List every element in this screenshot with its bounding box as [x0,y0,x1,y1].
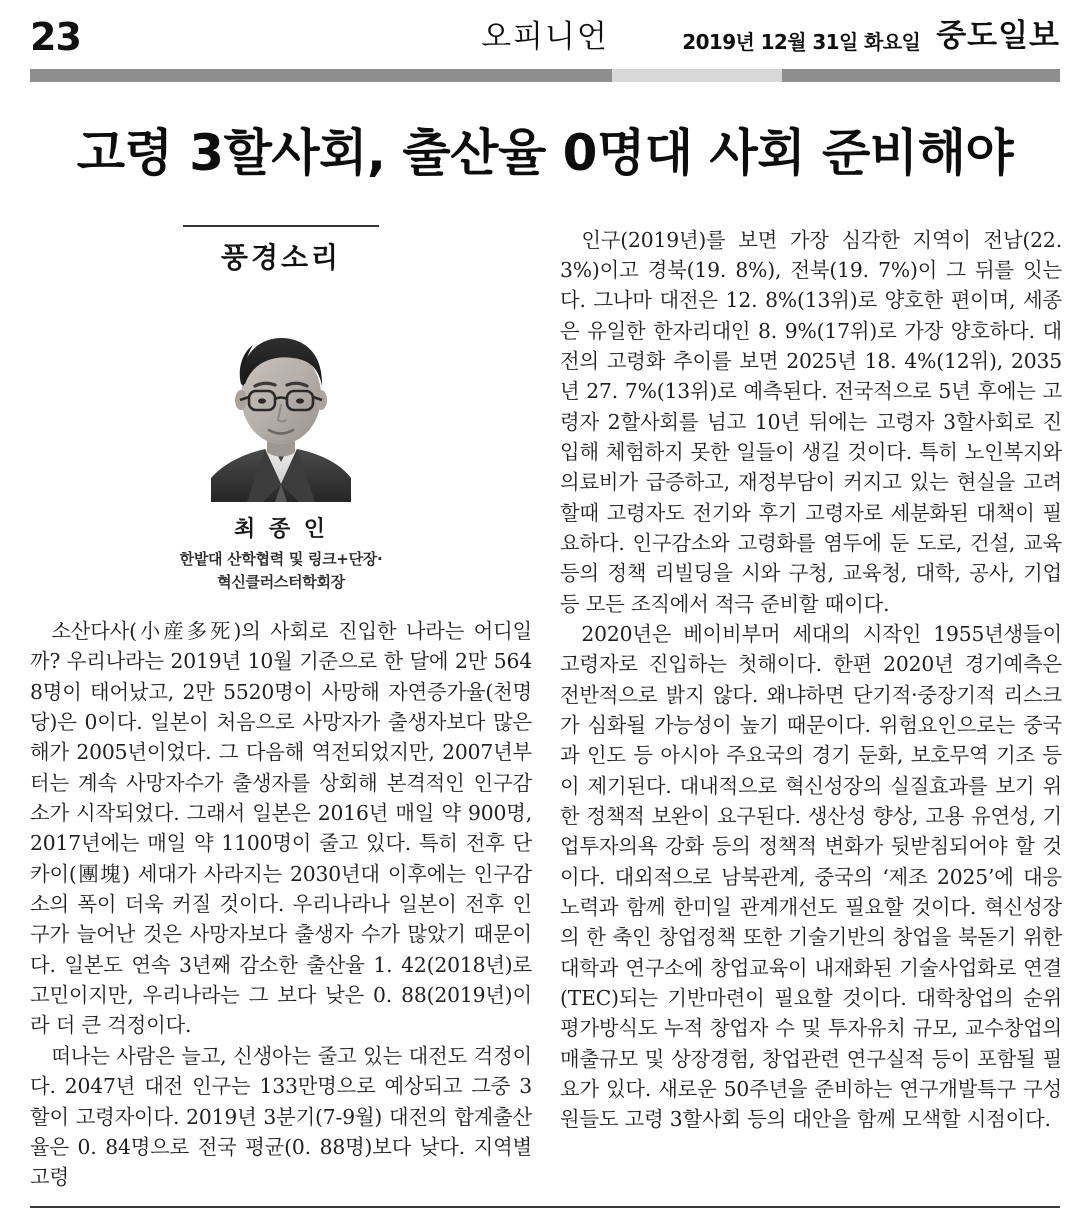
column-brand-name: 풍경소리 [220,240,342,274]
section-title: 오피니언 [481,19,609,55]
brand-divider [183,225,379,227]
masthead [30,0,1060,58]
paragraph: 인구(2019년)를 보면 가장 심각한 지역이 전남(22. 3%)이고 경북(19. 8%), 전북(19. 7%)이 그 뒤를 잇는다. 그나마 대전은 12. 8%(13위)로 양호한 편이며, 세종은 유일한 한자리대인 8. 9%(17위)로 가장 양호하다. 대전의 고령화 추이를 보면 2025년 18. 4%(12위), 2035년 27. 7%(13위)로 예측된다. 전국적으로 5년 후에는 고령자 2할사회를 넘고 10년 뒤에는 고령자 3할사회로 진입해 체험하지 못한 일들이 생길 것이다. 특히 노인복지와 의료비가 급증하고, 재정부담이 커지고 있는 현실을 고려할때 고령자도 전기와 후기 고령자로 세분화된 대책이 필요하다. 인구감소와 고령화를 염두에 둔 도로, 건설, 교육 등의 정책 리빌딩을 시와 구청, 교육청, 대학, 공사, 기업 등 모든 조직에서 적극 준비할 때이다. [560,227,1062,616]
author-title-line-2: 혁신클러스터학회장 [217,572,345,591]
left-column [30,225,532,1193]
right-column-body [560,225,1062,1135]
page-number: 23 [30,15,81,59]
author-photo-image [207,312,355,502]
author-title [30,548,532,595]
footer-divider [30,1206,1060,1208]
article-headline: 고령 3할사회, 출산율 0명대 사회 준비해야 [76,124,1014,182]
column-brand [183,225,379,276]
right-column [560,225,1062,1193]
left-column-body [30,616,532,1193]
newspaper-title: 중도일보 [936,18,1060,54]
paragraph: 떠나는 사람은 늘고, 신생아는 줄고 있는 대전도 걱정이다. 2047년 대전 인구는 133만명으로 예상되고 그중 3할이 고령자이다. 2019년 3분기(7-9월) 대전의 합계출산율은 0. 84명으로 전국 평균(0. 88명)보다 낮다. 지역별 고령 [30,1043,532,1190]
band-segment-right [782,69,1060,82]
author-portrait [207,312,355,502]
band-segment-left [30,69,612,82]
article-columns [30,225,1060,1193]
masthead-divider-band [30,69,1060,82]
masthead-right [682,10,1060,58]
paragraph: 2020년은 베이비부머 세대의 시작인 1955년생들이 고령자로 진입하는 첫해이다. 한편 2020년 경기예측은 전반적으로 밝지 않다. 왜냐하면 단기적·중장기적 리스크가 심화될 가능성이 높기 때문이다. 위험요인으로는 중국과 인도 등 아시아 주요국의 경기 둔화, 보호무역 기조 등이 제기된다. 대내적으로 혁신성장의 실질효과를 보기 위한 정책적 보완이 요구된다. 생산성 향상, 고용 유연성, 기업투자의욕 강화 등의 정책적 변화가 뒷받침되어야 할 것이다. 대외적으로 남북관계, 중국의 ‘제조 2025’에 대응 노력과 함께 한미일 관계개선도 필요할 것이다. 혁신성장의 한 축인 창업정책 또한 기술기반의 창업을 북돋기 위한 대학과 연구소에 창업교육이 내재화된 기술사업화로 연결(TEC)되는 기반마련이 필요할 것이다. 대학창업의 순위 평가방식도 누적 창업자 수 및 투자유치 규모, 교수창업의 매출규모 및 상장경험, 창업관련 연구실적 등이 포함될 필요가 있다. 새로운 50주년을 준비하는 연구개발특구 구성원들도 고령 3할사회 등의 대안을 함께 모색할 시점이다. [560,621,1062,1132]
author-name: 최 종 인 [233,516,329,542]
paragraph: 소산다사(小産多死)의 사회로 진입한 나라는 어디일까? 우리나라는 2019년 10월 기준으로 한 달에 2만 5648명이 태어났고, 2만 5520명이 사망해 자연증가율(천명당)은 0이다. 일본이 처음으로 사망자가 출생자보다 많은 해가 2005년이었다. 그 다음해 역전되었지만, 2007년부터는 계속 사망자수가 출생자를 상회해 본격적인 인구감소가 시작되었다. 그래서 일본은 2016년 매일 약 900명, 2017년에는 매일 약 1100명이 줄고 있다. 특히 전후 단카이(團塊) 세대가 사라지는 2030년대 이후에는 인구감소의 폭이 더욱 커질 것이다. 우리나라나 일본이 전후 인구가 늘어난 것은 사망자보다 출생자 수가 많았기 때문이다. 일본도 연속 3년째 감소한 출산율 1. 42(2018년)로 고민이지만, 우리나라는 그 보다 낮은 0. 88(2019년)이라 더 큰 걱정이다. [30,619,532,1038]
issue-date: 2019년 12월 31일 화요일 [682,30,921,54]
author-title-line-1: 한밭대 산학협력 및 링크+단장· [179,549,383,568]
band-segment-center [612,69,782,82]
